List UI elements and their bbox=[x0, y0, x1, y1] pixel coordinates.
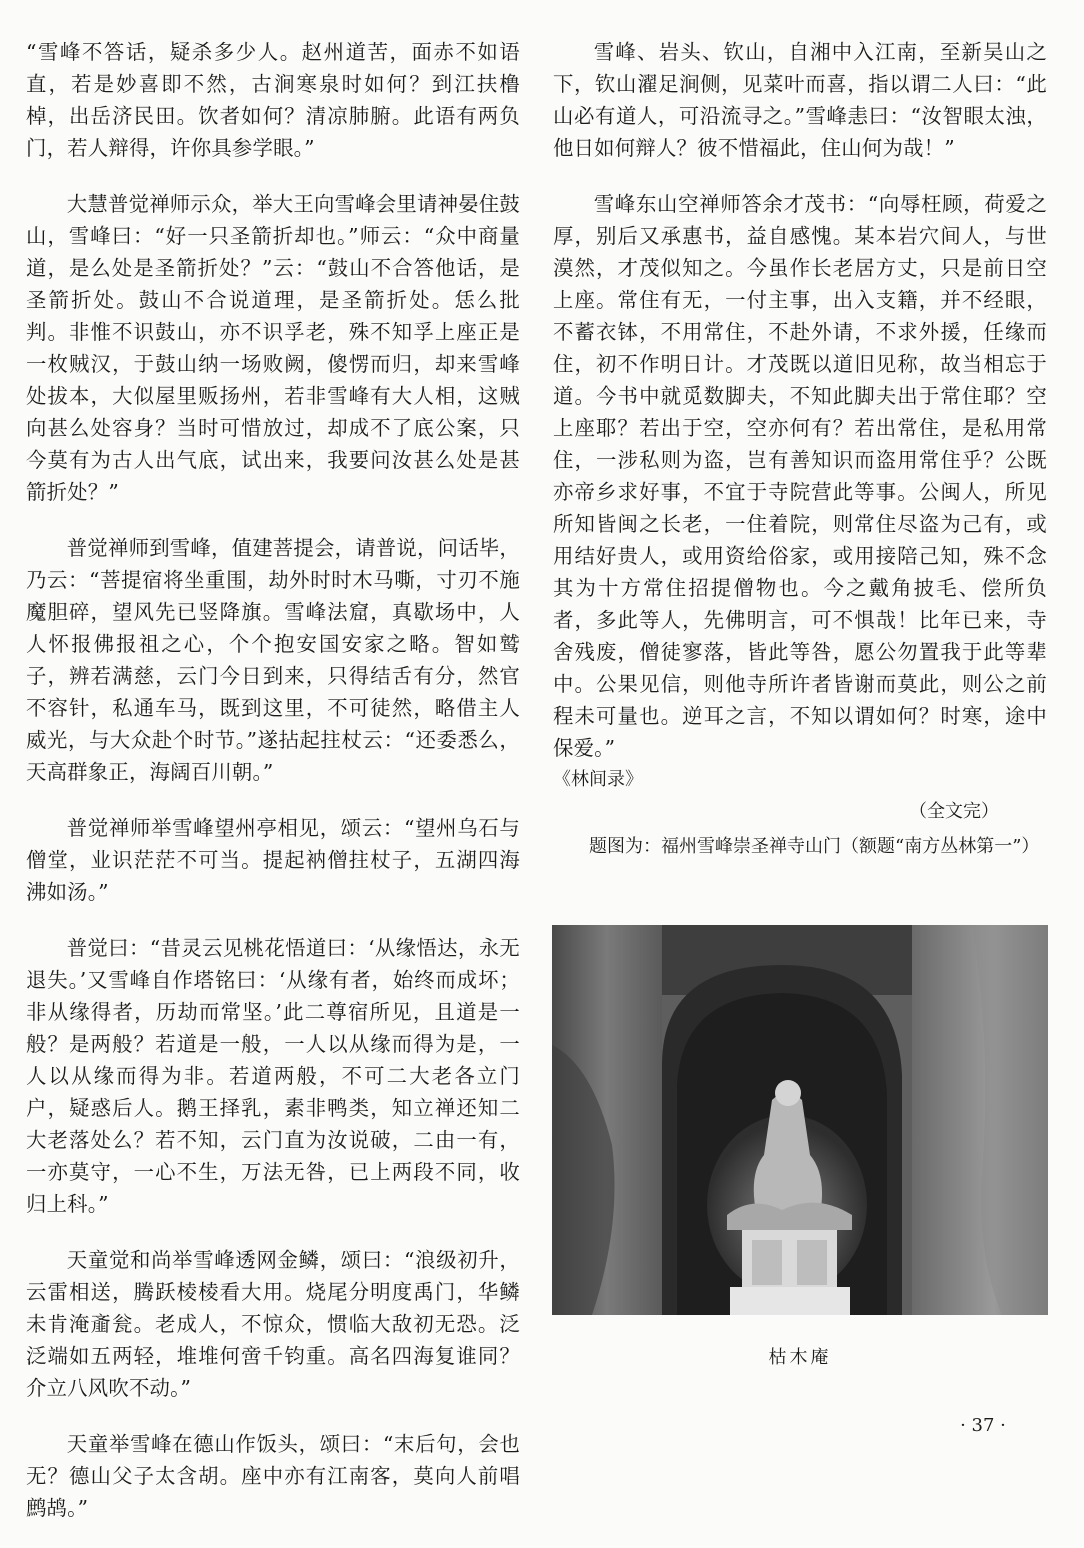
photo-caption: 枯木庵 bbox=[768, 1347, 832, 1368]
photo-kumu-an bbox=[552, 925, 1048, 1315]
paragraph: 大慧普觉禅师示众，举大王向雪峰会里请神晏住鼓山，雪峰曰：“好一只圣箭折却也。”师云：“众中商量道，是么处是圣箭折处？”云：“鼓山不合答他话，是圣箭折处。鼓山不合说道理，是圣箭折处。恁么批判。非惟不识鼓山，亦不识孚老，殊不知孚上座正是一枚贼汉，于鼓山纳一场败阙，傻愣而归，却来雪峰处拔本，大似屋里贩扬州，若非雪峰有大人相，这贼向甚么处容身？当时可惜放过，却成不了底公案，只今莫有为古人出气底，试出来，我要问汝甚么处是甚箭折处？” bbox=[26, 192, 520, 504]
page-number: · 37 · bbox=[960, 1415, 1006, 1436]
header-image-caption: 题图为：福州雪峰崇圣禅寺山门（额题“南方丛林第一”） bbox=[589, 836, 1040, 857]
paragraph: 普觉禅师举雪峰望州亭相见，颂云：“望州乌石与僧堂，业识茫茫不可当。提起衲僧拄杖子，五湖四海沸如汤。” bbox=[26, 816, 520, 904]
right-column bbox=[553, 36, 1047, 864]
left-column bbox=[26, 36, 520, 1548]
paragraph: 雪峰东山空禅师答余才茂书：“向辱枉顾，荷爱之厚，别后又承惠书，益自感愧。某本岩穴间人，与世漠然，才茂似知之。今虽作长老居方丈，只是前日空上座。常住有无，一付主事，出入支籍，并不经眼，不蓄衣钵，不用常住，不赴外请，不求外援，任缘而住，初不作明日计。才茂既以道旧见称，故当相忘于道。今书中就觅数脚夫，不知此脚夫出于常住耶？空上座耶？若出于空，空亦何有？若出常住，是私用常住，一涉私则为盗，岂有善知识而盗用常住乎？公既亦帝乡求好事，不宜于寺院营此等事。公闽人，所见所知皆闽之长老，一住着院，则常住尽盗为己有，或用结好贵人，或用资给俗家，或用接陪己知，殊不念其为十方常住招提僧物也。今之戴角披毛、偿所负者，多此等人，先佛明言，可不惧哉！比年已来，寺舍残废，僧徒寥落，皆此等咎，愿公勿置我于此等辈中。公果见信，则他寺所许者皆谢而莫此，则公之前程未可量也。逆耳之言，不知以谓如何？时寒，途中保爱。” bbox=[553, 192, 1047, 760]
source-citation: 《林间录》 bbox=[553, 769, 643, 790]
paragraph: 普觉禅师到雪峰，值建菩提会，请普说，问话毕，乃云：“菩提宿将坐重围，劫外时时木马嘶，寸刃不施魔胆碎，望风先已竖降旗。雪峰法窟，真歇场中，人人怀报佛报祖之心，个个抱安国安家之略。智如鹫子，辨若满慈，云门今日到来，只得结舌有分，然官不容针，私通车马，既到这里，不可徒然，略借主人威光，与大众赴个时节。”遂拈起拄杖云：“还委悉么，天高群象正，海阔百川朝。” bbox=[26, 536, 520, 784]
paragraph: 雪峰、岩头、钦山，自湘中入江南，至新吴山之下，钦山濯足涧侧，见菜叶而喜，指以谓二人曰：“此山必有道人，可沿流寻之。”雪峰恚曰：“汝智眼太浊，他日如何辩人？彼不惜福此，住山何为哉！” bbox=[553, 40, 1047, 160]
paragraph: 天童举雪峰在德山作饭头，颂曰：“末后句，会也无？德山父子太含胡。座中亦有江南客，莫向人前唱鹧鸪。” bbox=[26, 1432, 520, 1520]
paragraph: “雪峰不答话，疑杀多少人。赵州道苦，面赤不如语直，若是妙喜即不然，古涧寒泉时如何？到江扶橹棹，出岳济民田。饮者如何？清凉肺腑。此语有两负门，若人辩得，许你具参学眼。” bbox=[26, 40, 520, 160]
paragraph: 天童觉和尚举雪峰透网金鳞，颂曰：“浪级初升，云雷相送，腾跃棱棱看大用。烧尾分明度禹门，华鳞未肯淹齑瓮。老成人，不惊众，惯临大敌初无恐。泛泛端如五两轻，堆堆何啻千钧重。高名四海复谁同？介立八风吹不动。” bbox=[26, 1248, 520, 1400]
paragraph: 普觉曰：“昔灵云见桃花悟道曰：‘从缘悟达，永无退失。’又雪峰自作塔铭曰：‘从缘有者，始终而成坏；非从缘得者，历劫而常坚。’此二尊宿所见，且道是一般？是两般？若道是一般，一人以从缘而得为是，一人以从缘而得为非。若道两般，不可二大老各立门户，疑惑后人。鹅王择乳，素非鸭类，知立禅还知二大老落处么？若不知，云门直为汝说破，二由一有，一亦莫守，一心不生，万法无咎，已上两段不同，收归上科。” bbox=[26, 936, 520, 1216]
end-mark: （全文完） bbox=[909, 801, 999, 822]
